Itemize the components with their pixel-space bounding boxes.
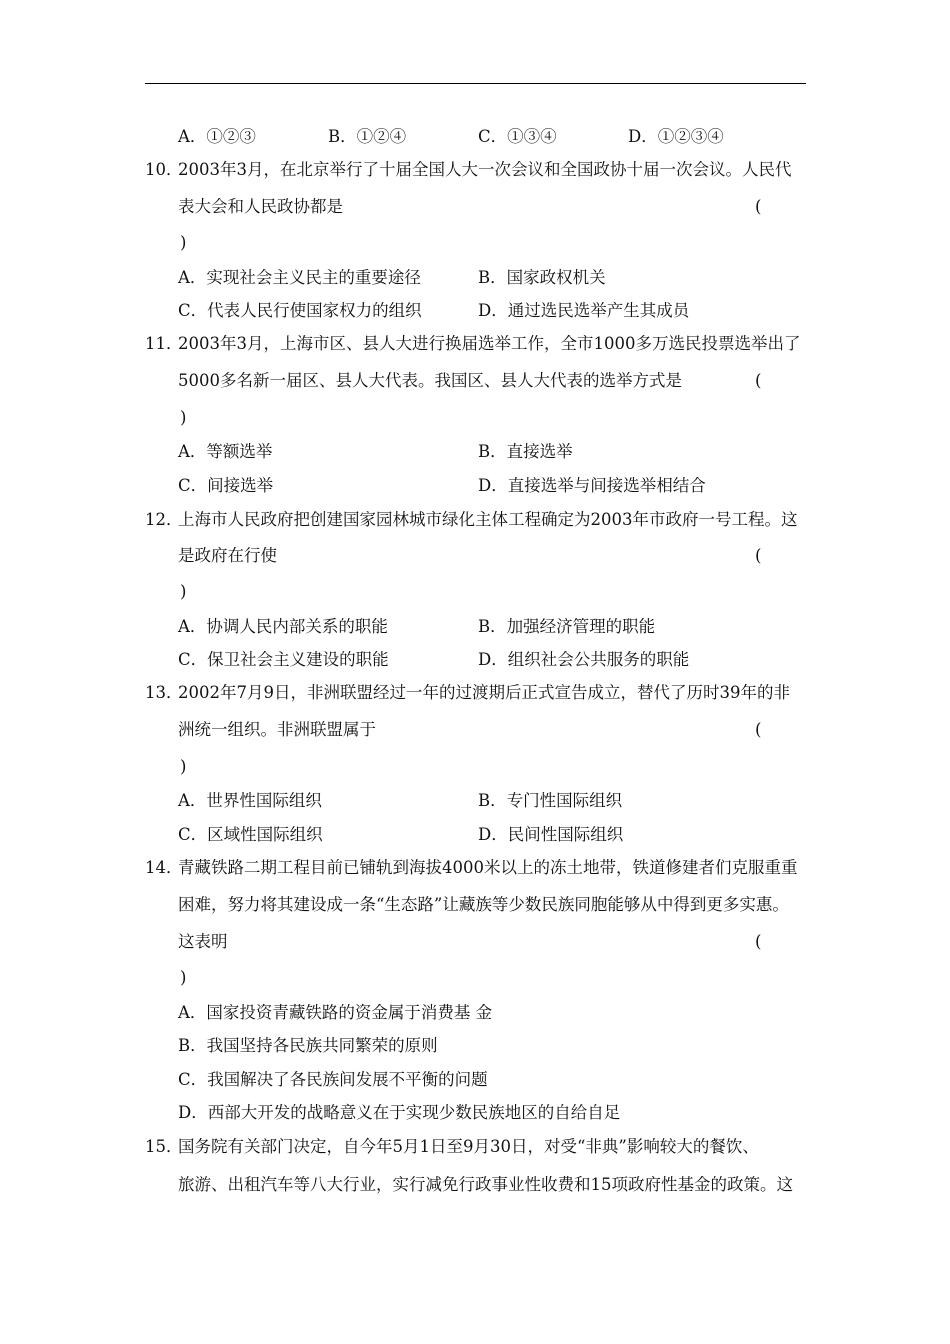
question-number: 15． — [145, 1137, 183, 1156]
option-d: D．民间性国际组织 — [478, 825, 624, 844]
question-text: 国务院有关部门决定，自今年5月1日至9月30日，对受“非典”影响较大的餐饮、 — [178, 1137, 759, 1156]
answer-paren-open: ( — [755, 371, 762, 390]
option-b: B．直接选举 — [478, 442, 573, 461]
answer-paren-open: ( — [755, 932, 762, 951]
option-c: C．保卫社会主义建设的职能 — [178, 650, 389, 669]
option-a: A．协调人民内部关系的职能 — [178, 617, 388, 636]
question-text: 这表明 — [178, 932, 228, 951]
question-text: 上海市人民政府把创建国家园林城市绿化主体工程确定为2003年市政府一号工程。这 — [178, 510, 798, 529]
answer-paren-open: ( — [755, 546, 762, 565]
option-b: B．国家政权机关 — [478, 268, 606, 287]
answer-paren-close: ) — [180, 582, 187, 601]
question-text: 2002年7月9日，非洲联盟经过一年的过渡期后正式宣告成立，替代了历时39年的非 — [178, 683, 790, 702]
question-text: 2003年3月，上海市区、县人大进行换届选举工作，全市1000多万选民投票选举出了 — [178, 334, 801, 353]
question-text: 是政府在行使 — [178, 546, 277, 565]
answer-paren-open: ( — [755, 197, 762, 216]
question-text: 困难，努力将其建设成一条“生态路”让藏族等少数民族同胞能够从中得到更多实惠。 — [178, 895, 789, 914]
question-text: 青藏铁路二期工程目前已铺轨到海拔4000米以上的冻土地带，铁道修建者们克服重重 — [178, 858, 798, 877]
option-a: A．实现社会主义民主的重要途径 — [178, 268, 421, 287]
answer-paren-close: ) — [180, 233, 187, 252]
option-b: B．加强经济管理的职能 — [478, 617, 656, 636]
header-rule — [145, 83, 806, 84]
answer-paren-close: ) — [180, 968, 187, 987]
q9-option-d: D．①②③④ — [628, 127, 724, 146]
answer-paren-close: ) — [180, 757, 187, 776]
question-text: 旅游、出租汽车等八大行业，实行减免行政事业性收费和15项政府性基金的政策。这 — [178, 1175, 793, 1194]
question-text: 2003年3月，在北京举行了十届全国人大一次会议和全国政协十届一次会议。人民代 — [178, 160, 792, 179]
answer-paren-open: ( — [755, 720, 762, 739]
option-d: D．通过选民选举产生其成员 — [478, 301, 690, 320]
question-number: 12． — [145, 510, 183, 529]
q9-option-b: B．①②④ — [328, 127, 407, 146]
question-number: 11． — [145, 334, 183, 353]
question-text: 表大会和人民政协都是 — [178, 197, 343, 216]
option-d: D．组织社会公共服务的职能 — [478, 650, 690, 669]
question-number: 13． — [145, 683, 183, 702]
option-b: B．专门性国际组织 — [478, 791, 623, 810]
option-c: C．区域性国际组织 — [178, 825, 323, 844]
option-b: B．我国坚持各民族共同繁荣的原则 — [178, 1036, 438, 1055]
question-number: 10． — [145, 160, 183, 179]
option-a: A．世界性国际组织 — [178, 791, 322, 810]
option-d: D．西部大开发的战略意义在于实现少数民族地区的自给自足 — [178, 1103, 621, 1122]
option-d: D．直接选举与间接选举相结合 — [478, 476, 706, 495]
answer-paren-close: ) — [180, 408, 187, 427]
option-c: C．我国解决了各民族间发展不平衡的问题 — [178, 1070, 488, 1089]
q9-option-c: C．①③④ — [478, 127, 557, 146]
option-c: C．间接选举 — [178, 476, 274, 495]
option-a: A．国家投资青藏铁路的资金属于消费基 金 — [178, 1003, 493, 1022]
question-text: 5000多名新一届区、县人大代表。我国区、县人大代表的选举方式是 — [178, 371, 682, 390]
option-a: A．等额选举 — [178, 442, 273, 461]
question-number: 14． — [145, 858, 183, 877]
option-c: C．代表人民行使国家权力的组织 — [178, 301, 422, 320]
question-text: 洲统一组织。非洲联盟属于 — [178, 720, 376, 739]
q9-option-a: A．①②③ — [178, 127, 256, 146]
